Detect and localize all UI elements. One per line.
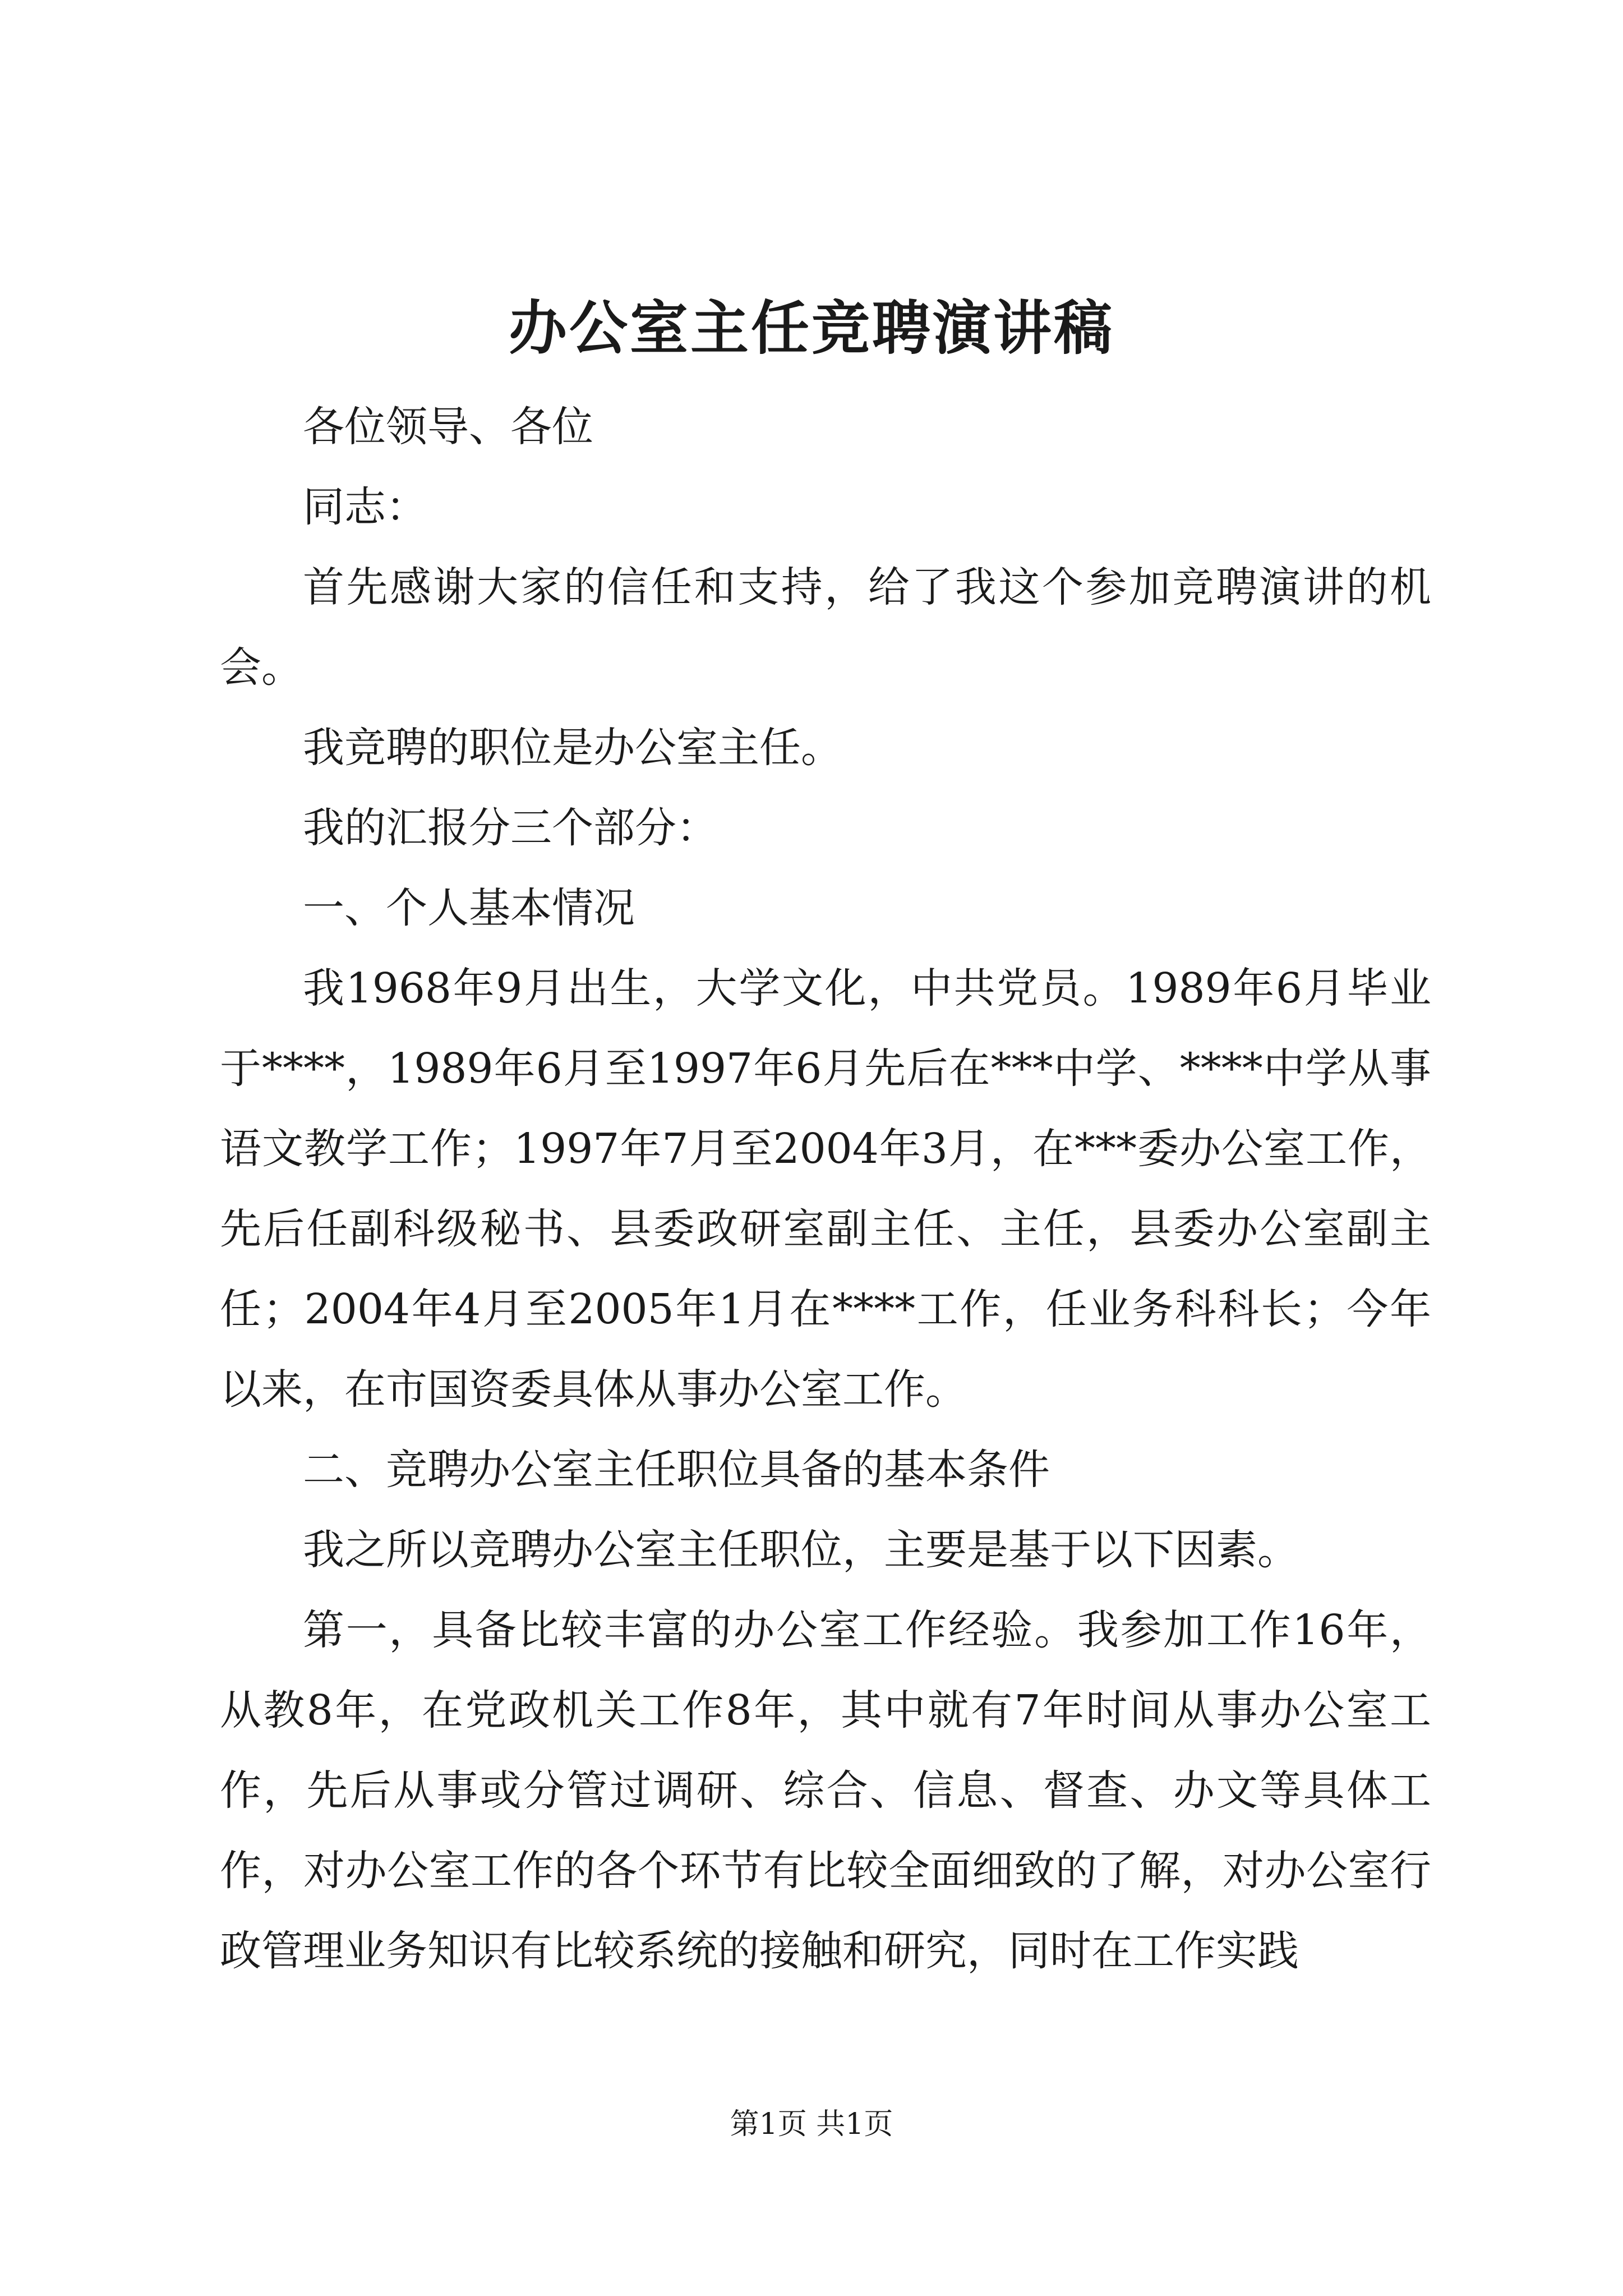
paragraph-position: 我竞聘的职位是办公室主任。: [303, 724, 842, 772]
paragraph-thanks: 首先感谢大家的信任和支持，给了我这个参加竞聘演讲的机会。: [220, 563, 1431, 692]
salutation-line-1: 各位领导、各位: [303, 403, 593, 451]
document-body: [220, 387, 1431, 1991]
paragraph-reasons: 我之所以竞聘办公室主任职位，主要是基于以下因素。: [303, 1526, 1299, 1574]
paragraph-experience: 第一，具备比较丰富的办公室工作经验。我参加工作16年，从教8年，在党政机关工作8年，其中就有7年时间从事办公室工作，先后从事或分管过调研、综合、信息、督查、办文等具体工作，对办公室工作的各个环节有比较全面细致的了解，对办公室行政管理业务知识有比较系统的接触和研究，同时在工作实践: [220, 1606, 1431, 1975]
section-heading-2: 二、竞聘办公室主任职位具备的基本条件: [303, 1446, 1050, 1494]
document-title: 办公室主任竞聘演讲稿: [508, 293, 1114, 362]
section-heading-1: 一、个人基本情况: [303, 884, 635, 932]
page-footer: 第1页 共1页: [730, 2108, 893, 2141]
salutation-line-2: 同志：: [303, 483, 427, 531]
paragraph-report-outline: 我的汇报分三个部分：: [303, 804, 718, 852]
paragraph-personal-info: 我1968年9月出生，大学文化，中共党员。1989年6月毕业于****，1989年6月至1997年6月先后在***中学、****中学从事语文教学工作；1997年7月至2004年3月，在***委办公室工作，先后任副科级秘书、县委政研室副主任、主任，县委办公室副主任；2004年4月至2005年1月在****工作，任业务科科长；今年以来，在市国资委具体从事办公室工作。: [220, 964, 1431, 1414]
